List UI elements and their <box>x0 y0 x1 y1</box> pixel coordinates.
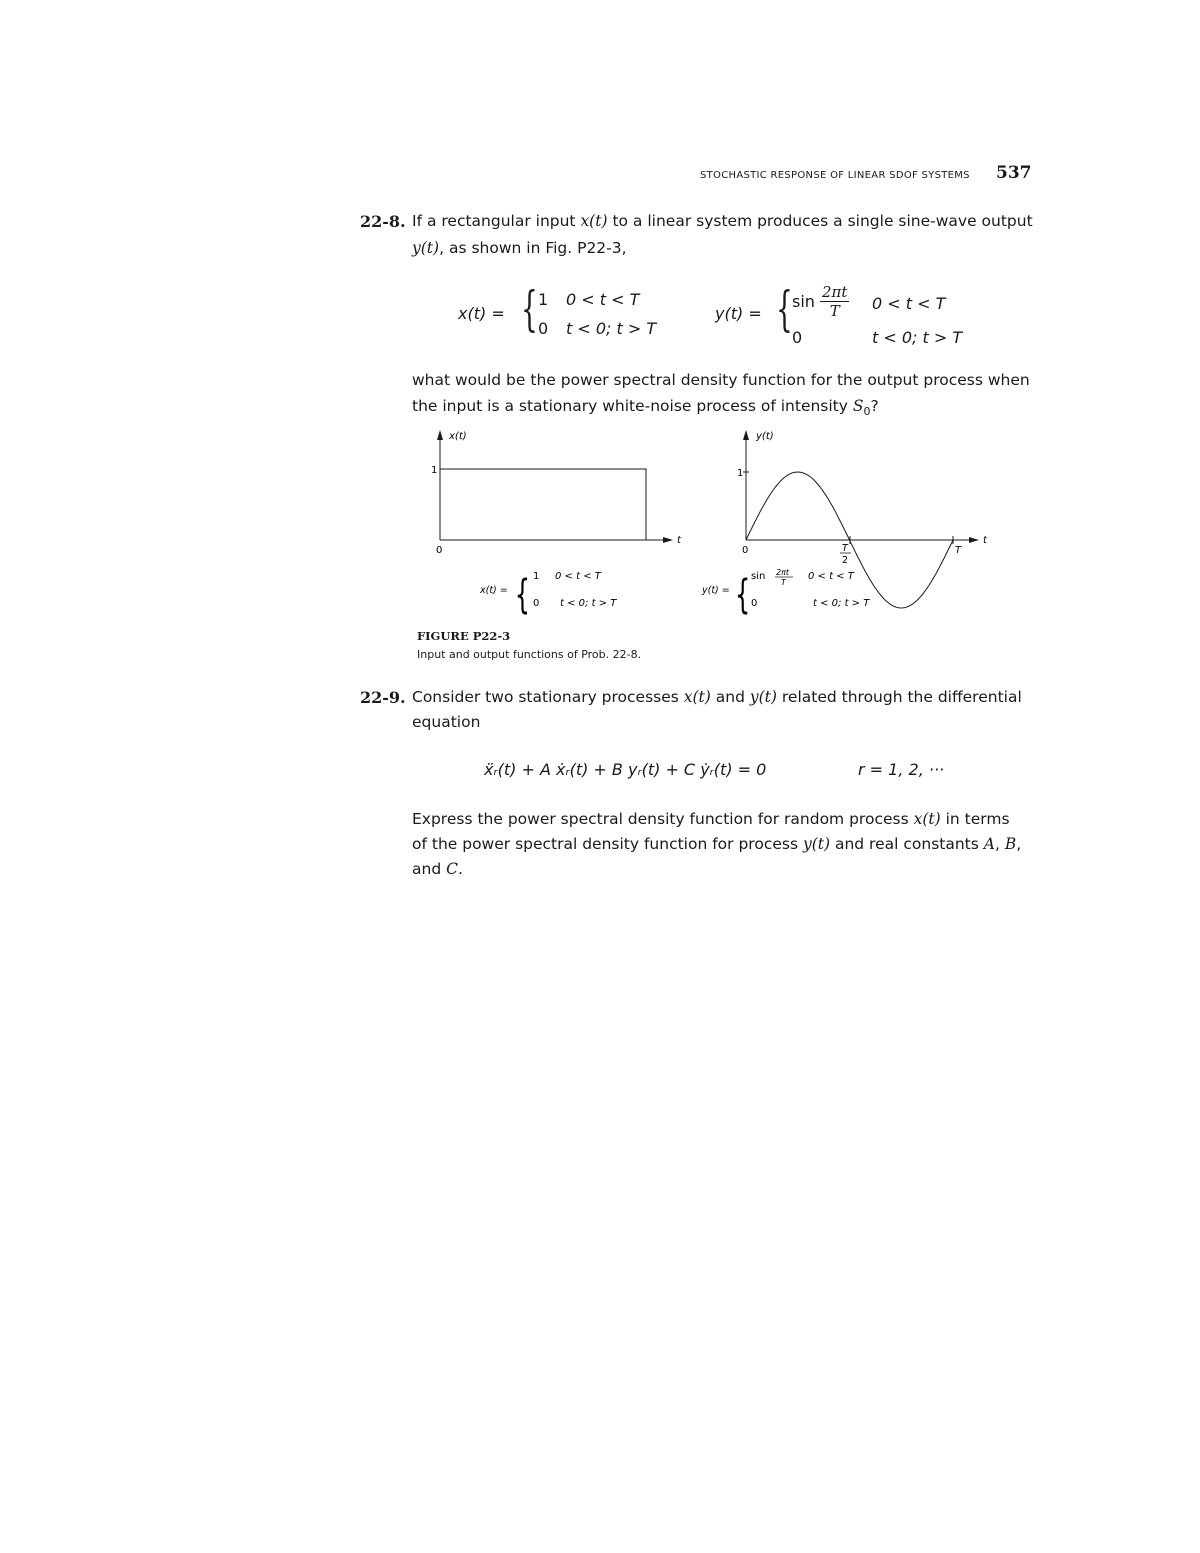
problem-number-22-8: 22-8. <box>360 212 406 231</box>
p9-para-e: and <box>412 860 447 878</box>
left-formula-lhs: x(t) = <box>480 585 508 596</box>
y-def-case1-expr <box>792 283 849 320</box>
y-def-case2-val: 0 <box>792 328 803 347</box>
left-level-label: 1 <box>431 465 438 476</box>
intro-text-a: If a rectangular input <box>412 212 581 230</box>
p9-para-yt: y(t) <box>802 835 831 853</box>
intensity-subscript: 0 <box>863 405 871 419</box>
y-def-denominator: T <box>829 302 840 320</box>
p9-para-line1 <box>412 807 1010 831</box>
right-y-arrow <box>743 430 749 440</box>
right-formula-case2-cond: t < 0; t > T <box>813 598 870 609</box>
inline-xt: x(t) <box>580 212 608 230</box>
p9-xt: x(t) <box>683 688 711 706</box>
y-def-numerator: 2πt <box>822 283 848 301</box>
figure-p22-3 <box>405 422 1005 622</box>
right-formula-case2-val: 0 <box>751 598 758 609</box>
figure-caption-title: FIGURE P22-3 <box>417 629 511 643</box>
y-def-fraction <box>820 283 849 320</box>
y-def-case2-cond: t < 0; t > T <box>872 328 963 347</box>
right-formula-den: T <box>781 578 786 587</box>
p9-para-xt: x(t) <box>913 810 941 828</box>
equation-range: r = 1, 2, ··· <box>858 760 945 779</box>
right-level-label: 1 <box>737 468 744 479</box>
problem-number-22-9: 22-9. <box>360 688 406 707</box>
period-label: T <box>955 545 962 556</box>
x-def-case1-val: 1 <box>538 290 549 309</box>
p9-sep: , <box>994 835 1005 853</box>
p9-const-C: C <box>446 860 458 878</box>
p9-comma: , <box>1016 835 1022 853</box>
p9-yt: y(t) <box>749 688 777 706</box>
question-mark: ? <box>870 397 879 415</box>
left-origin-label: 0 <box>436 545 443 556</box>
y-def-lhs: y(t) = <box>715 304 762 323</box>
p9-para-line3 <box>412 857 463 881</box>
intensity-symbol: S <box>852 397 864 415</box>
p9-period: . <box>457 860 463 878</box>
p9-para-a: Express the power spectral density function for random process <box>412 810 914 828</box>
right-formula-lhs: y(t) = <box>702 585 730 596</box>
p9-const-B: B <box>1004 835 1017 853</box>
inline-yt: y(t) <box>412 239 440 257</box>
right-formula-case1-cond: 0 < t < T <box>808 571 854 582</box>
p9-text-c: related through the differential <box>776 688 1022 706</box>
intro-text-c: , as shown in Fig. P22-3, <box>439 239 627 257</box>
x-def-case2-val: 0 <box>538 319 549 338</box>
figure-caption-text: Input and output functions of Prob. 22-8. <box>417 648 642 661</box>
right-y-axis-label: y(t) <box>756 431 774 442</box>
problem-22-8-line2 <box>412 236 627 260</box>
p9-para-b: in terms <box>940 810 1010 828</box>
problem-22-9-line1 <box>412 685 1022 709</box>
x-def-lhs: x(t) = <box>458 304 505 323</box>
left-formula-case2-val: 0 <box>533 598 540 609</box>
right-formula-num: 2πt <box>776 568 790 577</box>
p9-text-a: Consider two stationary processes <box>412 688 684 706</box>
right-formula-sin: sin <box>751 571 766 582</box>
p9-const-A: A <box>983 835 995 853</box>
left-formula-case1-cond: 0 < t < T <box>555 571 601 582</box>
question-line2 <box>412 394 879 424</box>
x-def-case2-cond: t < 0; t > T <box>566 319 657 338</box>
x-def-brace: { <box>521 281 538 337</box>
p9-para-d: and real constants <box>830 835 984 853</box>
question-text: the input is a stationary white-noise process of intensity <box>412 397 853 415</box>
left-formula-case1-val: 1 <box>533 571 540 582</box>
page-number: 537 <box>996 163 1032 183</box>
problem-22-9-line2: equation <box>412 713 481 731</box>
p9-para-line2 <box>412 832 1021 856</box>
right-x-axis-label: t <box>983 535 987 546</box>
left-y-arrow <box>437 430 443 440</box>
running-header-title: STOCHASTIC RESPONSE OF LINEAR SDOF SYSTEMS <box>700 170 970 181</box>
x-def-case1-cond: 0 < t < T <box>566 290 640 309</box>
y-def-case1-cond: 0 < t < T <box>872 294 946 313</box>
rectangular-pulse <box>440 469 646 540</box>
half-period-den: 2 <box>842 555 849 566</box>
right-formula-brace: { <box>735 570 751 618</box>
right-origin-label: 0 <box>742 545 749 556</box>
half-period-num: T <box>842 543 848 554</box>
right-x-arrow <box>969 537 979 543</box>
p9-para-c: of the power spectral density function for process <box>412 835 803 853</box>
question-line1: what would be the power spectral density function for the output process when <box>412 371 1030 389</box>
p9-text-b: and <box>710 688 750 706</box>
intro-text-b: to a linear system produces a single sine-wave output <box>607 212 1033 230</box>
left-x-axis-label: t <box>677 535 681 546</box>
left-formula-case2-cond: t < 0; t > T <box>560 598 617 609</box>
y-def-brace: { <box>776 281 793 337</box>
differential-equation: ẍᵣ(t) + A ẋᵣ(t) + B yᵣ(t) + C ẏᵣ(t) = 0 <box>484 760 767 779</box>
y-def-sin: sin <box>792 292 815 311</box>
left-formula-brace: { <box>514 570 531 618</box>
problem-22-8-line1 <box>412 209 1032 233</box>
left-y-axis-label: x(t) <box>449 431 467 442</box>
left-x-arrow <box>663 537 673 543</box>
